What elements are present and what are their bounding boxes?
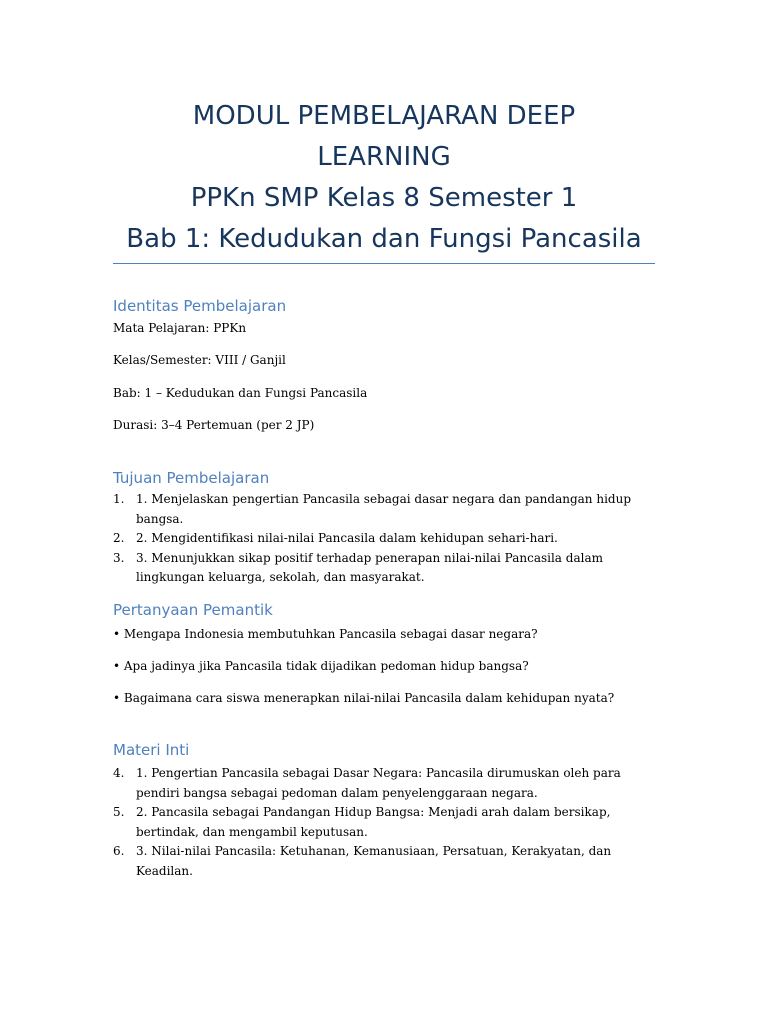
section-heading-tujuan: Tujuan Pembelajaran	[113, 469, 270, 487]
section-heading-materi: Materi Inti	[113, 741, 190, 759]
tujuan-list	[113, 490, 655, 588]
title-divider	[113, 263, 655, 264]
title-line-2: LEARNING	[317, 142, 451, 172]
list-item: 4. 1. Pengertian Pancasila sebagai Dasar Negara: Pancasila dirumuskan oleh para pendiri bangsa sebagai pedoman dalam penyelenggaraan negara.	[113, 766, 621, 800]
document-title	[113, 96, 655, 260]
section-heading-identitas: Identitas Pembelajaran	[113, 297, 287, 315]
document-page	[113, 0, 655, 878]
section-identitas	[113, 296, 655, 432]
title-line-1: MODUL PEMBELAJARAN DEEP	[192, 101, 576, 131]
list-item: 2. 2. Mengidentifikasi nilai-nilai Pancasila dalam kehidupan sehari-hari.	[113, 531, 558, 545]
identitas-bab: Bab: 1 – Kedudukan dan Fungsi Pancasila	[113, 386, 368, 400]
list-item: 3. 3. Menunjukkan sikap positif terhadap penerapan nilai-nilai Pancasila dalam lingkungan keluarga, sekolah, dan masyarakat.	[113, 550, 603, 584]
identitas-mata-pelajaran: Mata Pelajaran: PPKn	[113, 321, 247, 335]
pemantik-question-3: • Bagaimana cara siswa menerapkan nilai-nilai Pancasila dalam kehidupan nyata?	[113, 691, 615, 705]
identitas-kelas-semester: Kelas/Semester: VIII / Ganjil	[113, 353, 286, 367]
section-pemantik	[113, 600, 655, 705]
section-materi	[113, 740, 655, 881]
section-tujuan	[113, 468, 655, 588]
identitas-durasi: Durasi: 3–4 Pertemuan (per 2 JP)	[113, 418, 315, 432]
list-item: 5. 2. Pancasila sebagai Pandangan Hidup Bangsa: Menjadi arah dalam bersikap, bertindak, dan mengambil keputusan.	[113, 805, 611, 839]
materi-list	[113, 764, 655, 881]
pemantik-question-1: • Mengapa Indonesia membutuhkan Pancasila sebagai dasar negara?	[113, 627, 538, 641]
list-item: 1. 1. Menjelaskan pengertian Pancasila sebagai dasar negara dan pandangan hidup bangsa.	[113, 492, 632, 526]
title-line-3: PPKn SMP Kelas 8 Semester 1	[190, 183, 578, 213]
title-line-4: Bab 1: Kedudukan dan Fungsi Pancasila	[126, 224, 642, 254]
section-heading-pemantik: Pertanyaan Pemantik	[113, 601, 273, 619]
pemantik-question-2: • Apa jadinya jika Pancasila tidak dijadikan pedoman hidup bangsa?	[113, 659, 529, 673]
list-item: 6. 3. Nilai-nilai Pancasila: Ketuhanan, Kemanusiaan, Persatuan, Kerakyatan, dan Keadilan.	[113, 844, 612, 878]
